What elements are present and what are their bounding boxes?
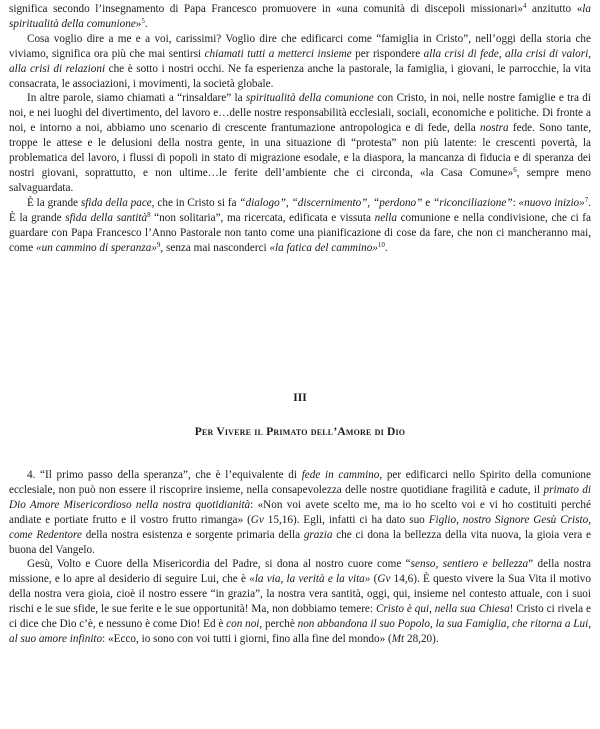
footnote-ref[interactable]: 5 — [141, 16, 145, 25]
paragraph: È la grande sfida della pace, che in Cristo si fa “dialogo”, “discernimento”, “perdono” e “riconciliazione”: «nuovo inizio»$^7$. È la grande sfida della santità$^8$ “non solitaria”, ma ricercata, edificata e vissuta nella comunione e nella condivisione, che ci fa guardare con Papa Francesco l’Anno Pastorale non tanto come una pianificazione di cose da fare, che non ci mancheranno mai, come «un cammino di speranza»$^9$, senza mai nasconderci «la fatica del cammino»$^{10}$. — [9, 195, 592, 254]
paragraph-numbered: 4. “Il primo passo della speranza”, che è l’equivalente di fede in cammino, per edificarci nello Spirito della comunione ecclesiale, non può non essere il riscoprire insieme, nella consapevolezza delle nostre quotidiane fragilità e cadute, il primato di Dio Amore Misericordioso nella nostra quotidianità: «Non voi avete scelto me, ma io ho scelto voi e vi ho costituiti perché andiate e portiate frutto e il vostro frutto rimanga» (Gv 15,16). Egli, infatti ci ha dato suo Figlio, nostro Signore Gesù Cristo, come Redentore della nostra esistenza e sorgente primaria della grazia che ci dona la bellezza della vita nuova, la gioia vera e buona del Vangelo. — [9, 469, 592, 556]
section-number: III — [293, 392, 307, 404]
text-block-lower — [9, 468, 591, 647]
text-block-upper — [9, 2, 591, 255]
footnote-ref[interactable]: 10 — [377, 240, 385, 249]
paragraph-continuation: significa secondo l’insegnamento di Papa Francesco promuovere in «una comunità di discepoli missionari»$^4$ anzitutto «la spiritualità della comunione»$^5$. — [9, 2, 591, 30]
paragraph: Cosa voglio dire a me e a voi, carissimi? Voglio dire che edificarci come “famiglia in Cristo”, nell’oggi della storia che viviamo, significa ora più che mai sentirsi chiamati tutti a metterci insieme per rispondere alla crisi di fede, alla crisi di valori, alla crisi di relazioni che è sotto i nostri occhi. Ne fa esperienza anche la pastorale, la famiglia, i giovani, le parrocchie, la vita consacrata, le associazioni, i movimenti, la società globale. — [9, 32, 592, 90]
footnote-ref[interactable]: 7 — [584, 195, 589, 204]
footnote-ref[interactable]: 9 — [156, 240, 161, 249]
footnote-ref[interactable]: 8 — [147, 210, 151, 219]
paragraph: In altre parole, siamo chiamati a “rinsaldare” la spiritualità della comunione con Cristo, in noi, nelle nostre famiglie e tra di noi, e nei luoghi del divertimento, del lavoro e…delle nostre responsabilità ecclesiali, sociali, economiche e politiche. Di fronte a noi, e intorno a noi, abbiamo uno scenario di crescente frantumazione antropologica e di fede, della nostra fede. Sono tante, troppe le attese e le delusioni della nostra gente, in una situazione di “protesta” non più latente: le crescenti povertà, la problematica del lavoro, i flussi di popoli in stato di migrazione esodale, e la diaspora, la mancanza di fiducia e di speranza dei nostri giovani, soprattutto, e non ultime…le ferite dell’ambiente che ci circonda, «la Casa Comune»$^6$, sempre meno salvaguardata. — [9, 92, 591, 194]
footnote-ref[interactable]: 4 — [522, 2, 527, 10]
footnote-ref[interactable]: 6 — [513, 165, 517, 174]
paragraph: Gesù, Volto e Cuore della Misericordia del Padre, si dona al nostro cuore come “senso, sentiero e bellezza” della nostra missione, e lo apre al desiderio di seguire Lui, che è «la via, la verità e la vita» (Gv 14,6). È questo vivere la Sua Vita il motivo della nostra vera gioia, cioè il nostro essere “in grazia”, la nostra vera santità, oggi, qui, insieme nel contesto attuale, con i suoi rischi e le sue sfide, le sue ferite e le sue opportunità! Ma, non dobbiamo temere: Cristo è qui, nella sua Chiesa! Cristo ci rivela e ci dice che Dio c’è, e nessuno è come Dio! Ed è con noi, perchè non abbandona il suo Popolo, la sua Famiglia, che ritorna a Lui, al suo amore infinito: «Ecco, io sono con voi tutti i giorni, fino alla fine del mondo» (Mt 28,20). — [9, 558, 592, 645]
section-title: Per Vivere il Primato dell’Amore di Dio — [194, 426, 406, 438]
